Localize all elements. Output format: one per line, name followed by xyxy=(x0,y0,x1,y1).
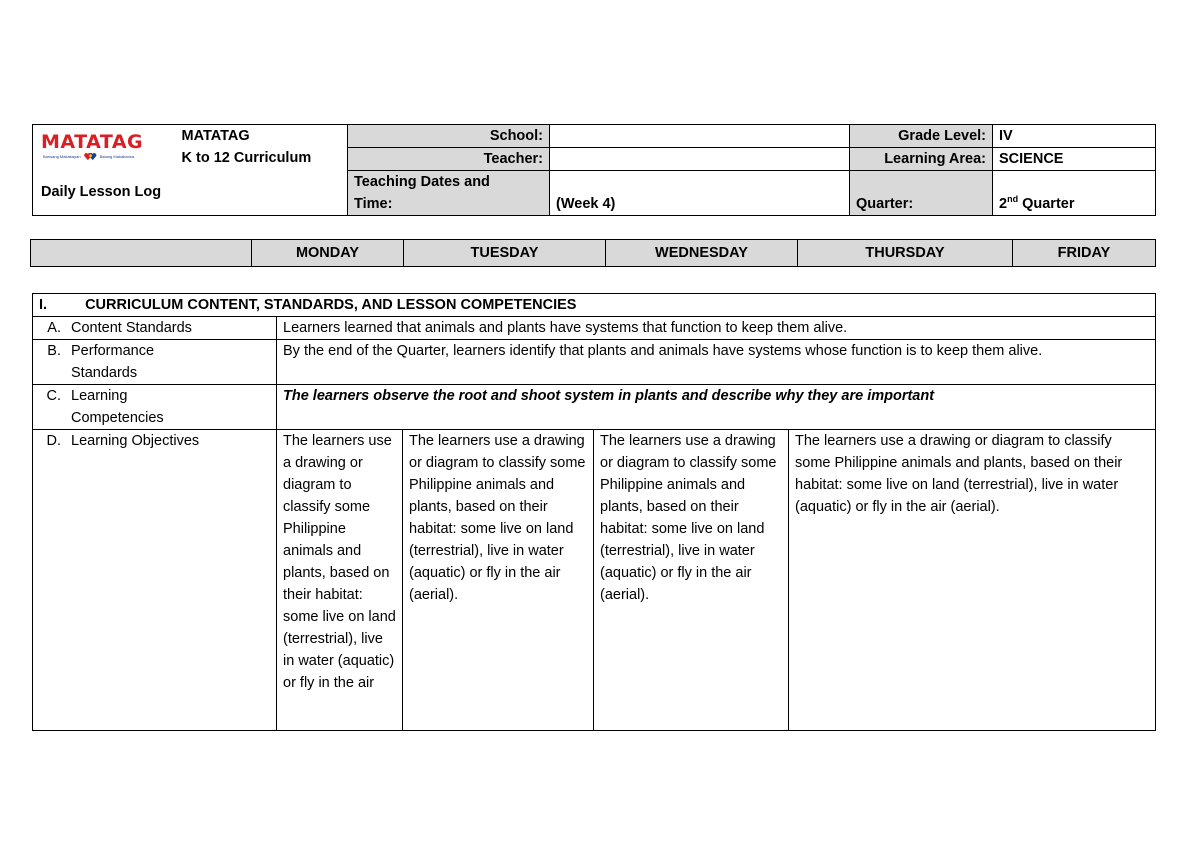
day-monday: MONDAY xyxy=(252,240,404,267)
performance-standards-label-line2: Standards xyxy=(71,365,138,381)
section-heading xyxy=(33,294,1156,317)
title-cell xyxy=(178,125,348,216)
teacher-label: Teacher: xyxy=(348,148,550,171)
quarter-label: Quarter: xyxy=(850,171,993,216)
performance-standards-key: B. xyxy=(47,343,61,359)
school-label: School: xyxy=(348,125,550,148)
doc-type: Daily Lesson Log xyxy=(41,184,162,200)
curriculum-subtitle: K to 12 Curriculum xyxy=(181,150,312,166)
objective-monday[interactable]: The learners use a drawing or diagram to classify some Philippine animals and plants, based on their habitat: some live on land (terrestrial), live in water (aquatic) or fly in the air xyxy=(277,430,403,731)
curriculum-table xyxy=(32,293,1156,731)
day-thursday: THURSDAY xyxy=(798,240,1013,267)
teacher-field[interactable] xyxy=(550,148,850,171)
objective-thursday-friday[interactable]: The learners use a drawing or diagram to classify some Philippine animals and plants, based on their habitat: some live on land (terrestrial), live in water (aquatic) or fly in the air (aerial). xyxy=(789,430,1156,731)
content-standards-label xyxy=(33,317,277,340)
quarter-suffix: nd xyxy=(1007,194,1019,205)
learning-objectives-key: D. xyxy=(46,433,61,449)
learning-area-label: Learning Area: xyxy=(850,148,993,171)
quarter-number: 2 xyxy=(999,196,1008,212)
grade-level-label: Grade Level: xyxy=(850,125,993,148)
logo-cell xyxy=(33,125,178,216)
content-standards-text[interactable]: Learners learned that animals and plants have systems that function to keep them alive. xyxy=(277,317,1156,340)
heart-logo-icon xyxy=(84,153,97,161)
learning-competencies-label xyxy=(33,385,277,430)
logo-tagline-right: Batang Makabansa xyxy=(99,154,135,159)
section-title: CURRICULUM CONTENT, STANDARDS, AND LESSON COMPETENCIES xyxy=(85,297,577,313)
day-tuesday: TUESDAY xyxy=(404,240,606,267)
days-table xyxy=(30,239,1156,267)
objective-wednesday[interactable]: The learners use a drawing or diagram to classify some Philippine animals and plants, based on their habitat: some live on land (terrestrial), live in water (aquatic) or fly in the air (aerial). xyxy=(594,430,789,731)
teaching-dates-label-line1: Teaching Dates and xyxy=(354,174,490,190)
matatag-logo: MATATAG xyxy=(41,131,144,153)
teaching-dates-label-line2: Time: xyxy=(354,196,393,212)
day-wednesday: WEDNESDAY xyxy=(606,240,798,267)
grade-level-value[interactable]: IV xyxy=(993,125,1156,148)
learning-competencies-text[interactable]: The learners observe the root and shoot system in plants and describe why they are important xyxy=(277,385,1156,430)
content-standards-key: A. xyxy=(47,320,61,336)
content-standards-label-text: Content Standards xyxy=(71,320,192,336)
quarter-value[interactable] xyxy=(993,171,1156,216)
learning-competencies-key: C. xyxy=(46,388,61,404)
logo-tagline-left: Bansang Makabayan xyxy=(43,154,81,159)
learning-area-value[interactable]: SCIENCE xyxy=(993,148,1156,171)
learning-objectives-label xyxy=(33,430,277,731)
performance-standards-text[interactable]: By the end of the Quarter, learners identify that plants and animals have systems whose function is to keep them alive. xyxy=(277,340,1156,385)
objective-tuesday[interactable]: The learners use a drawing or diagram to classify some Philippine animals and plants, based on their habitat: some live on land (terrestrial), live in water (aquatic) or fly in the air (aerial). xyxy=(403,430,594,731)
curriculum-title: MATATAG xyxy=(181,128,250,144)
header-table xyxy=(32,124,1156,216)
performance-standards-label xyxy=(33,340,277,385)
day-friday: FRIDAY xyxy=(1013,240,1156,267)
logo-tagline xyxy=(43,153,170,161)
teaching-dates-field[interactable]: (Week 4) xyxy=(550,171,850,216)
days-blank-cell xyxy=(31,240,252,267)
learning-competencies-label-line1: Learning xyxy=(71,388,128,404)
school-field[interactable] xyxy=(550,125,850,148)
performance-standards-label-line1: Performance xyxy=(71,343,155,359)
learning-competencies-label-line2: Competencies xyxy=(71,410,164,426)
quarter-word: Quarter xyxy=(1022,196,1075,212)
section-number: I. xyxy=(39,297,48,313)
learning-objectives-label-text: Learning Objectives xyxy=(71,433,200,449)
teaching-dates-label xyxy=(348,171,550,216)
